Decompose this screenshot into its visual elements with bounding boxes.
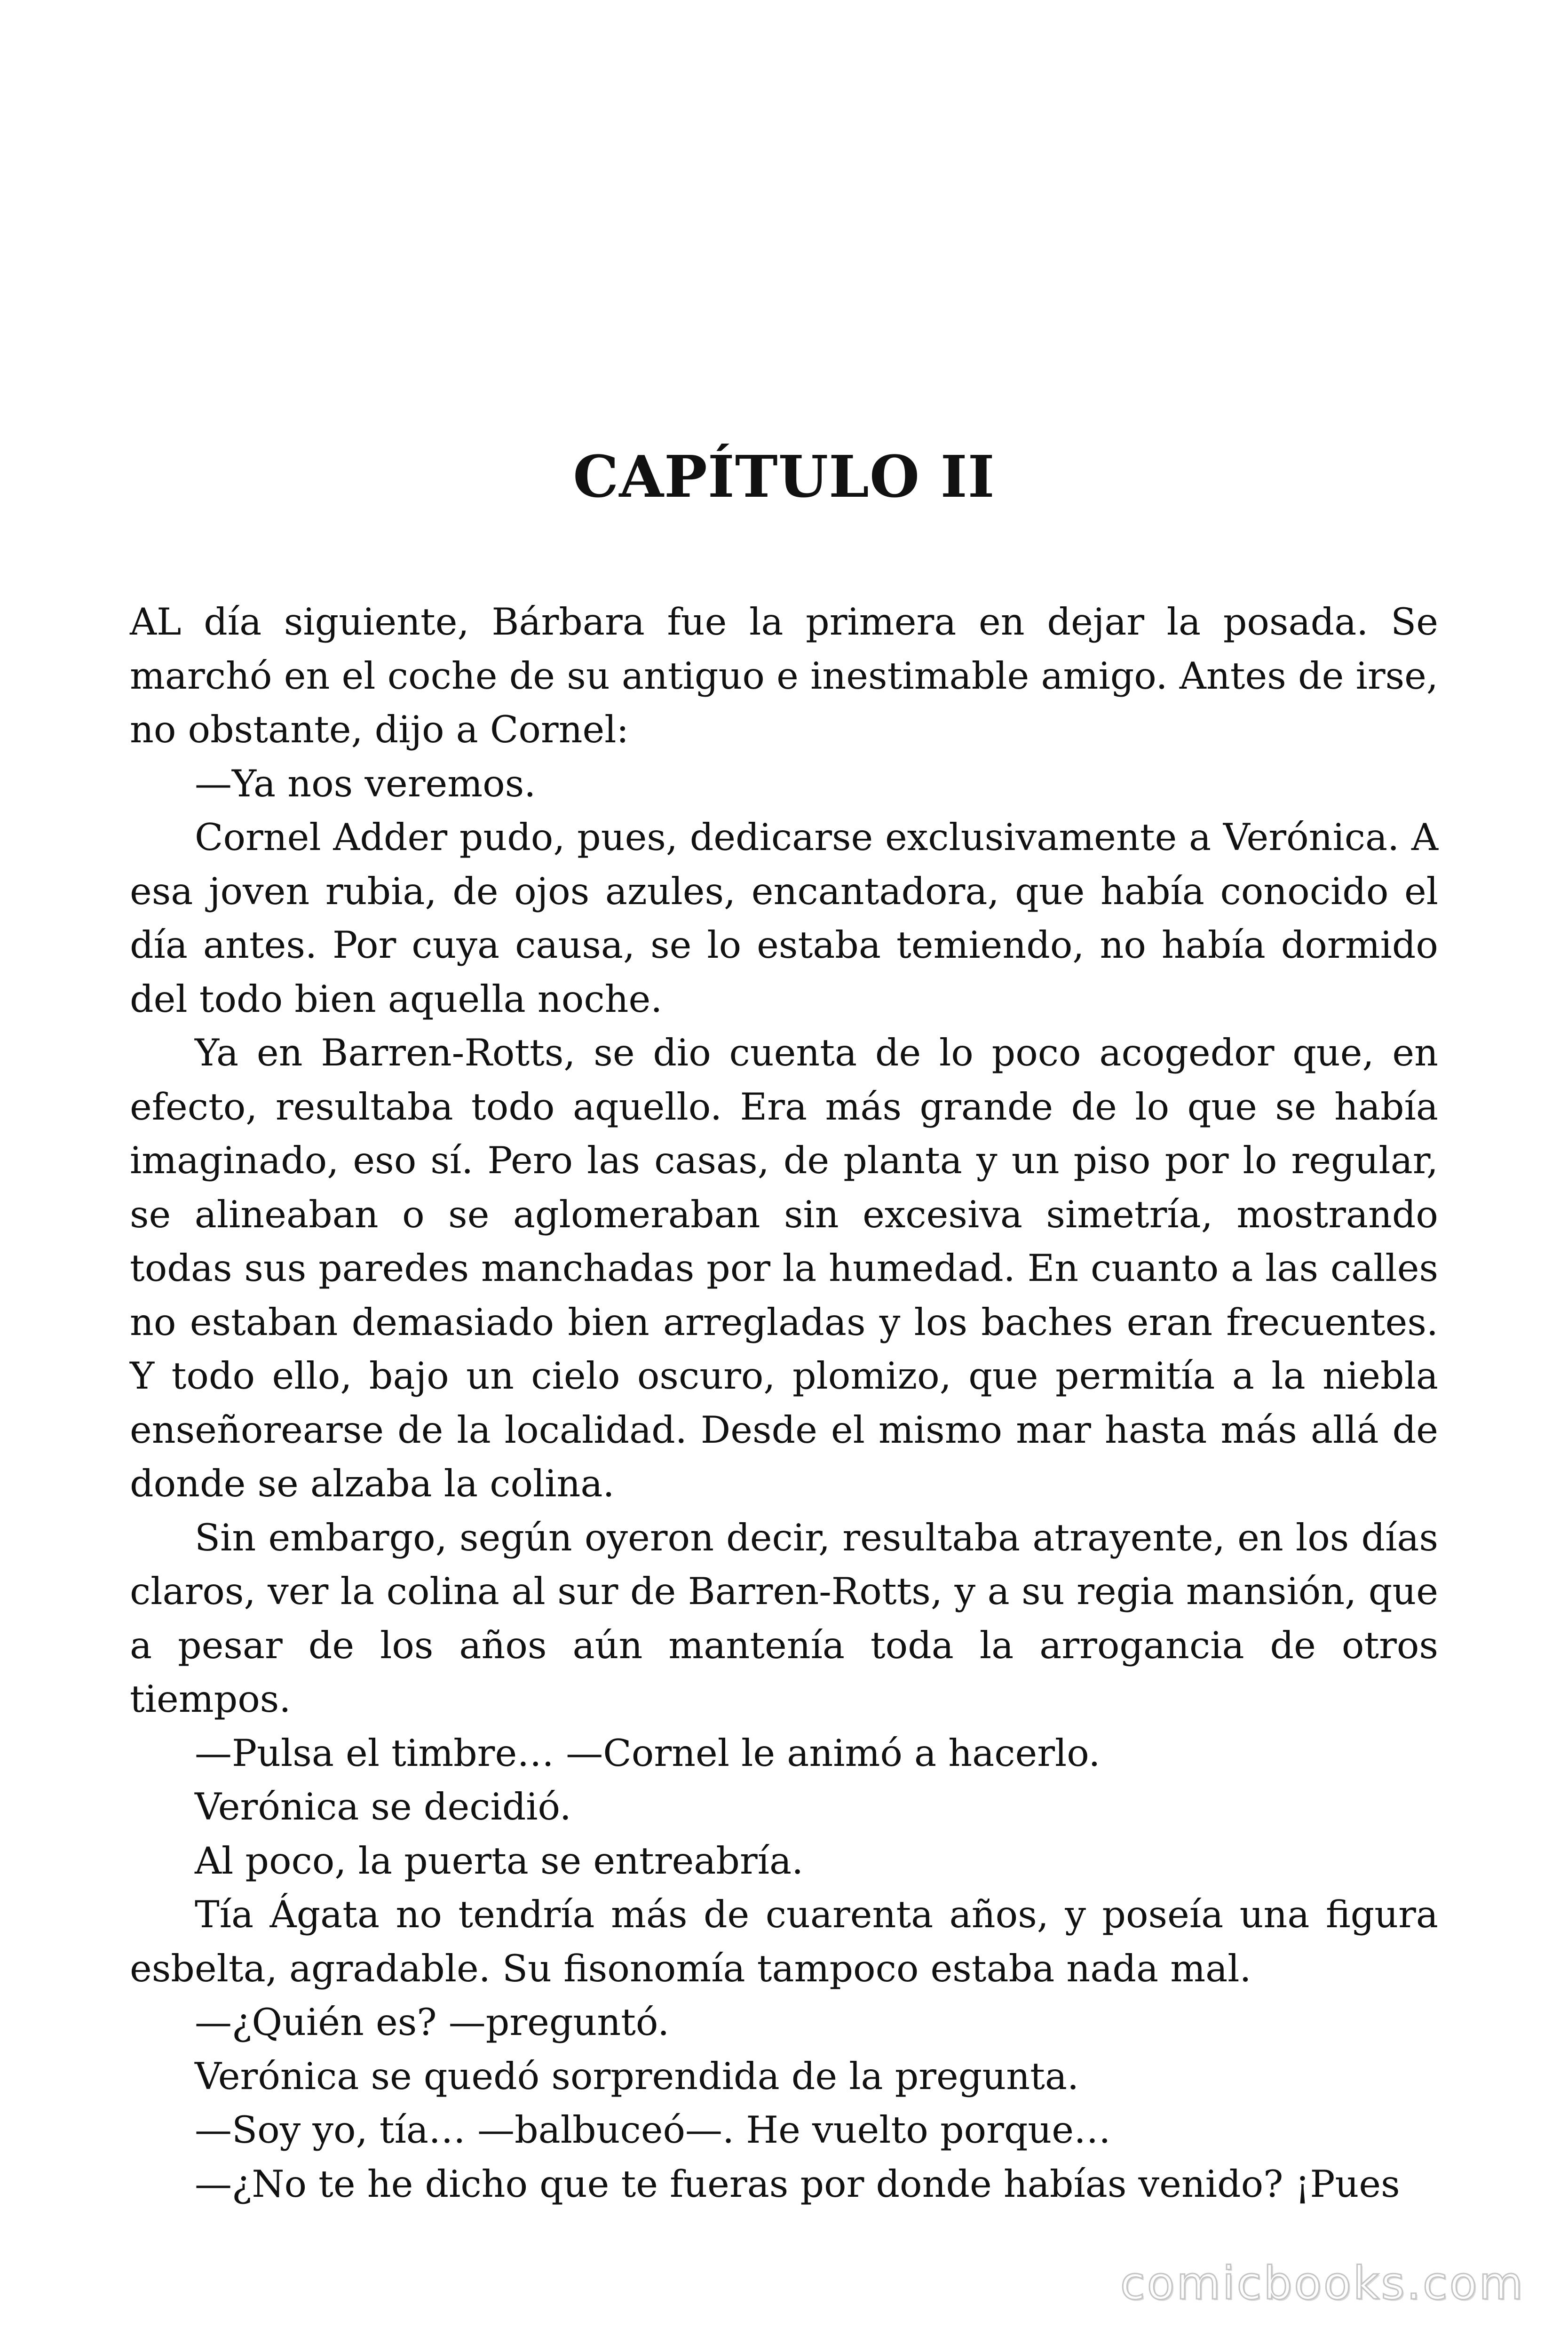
paragraph: —¿No te he dicho que te fueras por donde habías venido? ¡Pues (195, 2162, 1400, 2206)
paragraph: Al poco, la puerta se entreabría. (195, 1839, 804, 1883)
paragraph: Sin embargo, según oyeron decir, resultaba atrayente, en los días claros, ver la colina al sur de Barren-Rotts, y a su regia mansión, que a pesar de los años aún mantenía toda la arrogancia de otros tiempos. (130, 1516, 1438, 1721)
paragraph: —Soy yo, tía… —balbuceó—. He vuelto porque… (195, 2108, 1111, 2152)
paragraph: Tía Ágata no tendría más de cuarenta años, y poseía una figura esbelta, agradable. Su fisonomía tampoco estaba nada mal. (130, 1893, 1438, 1990)
paragraph: —Ya nos veremos. (195, 762, 536, 805)
paragraph: Verónica se quedó sorprendida de la pregunta. (195, 2054, 1079, 2098)
paragraph: —Pulsa el timbre… —Cornel le animó a hacerlo. (195, 1731, 1101, 1775)
paragraph: Ya en Barren-Rotts, se dio cuenta de lo poco acogedor que, en efecto, resultaba todo aquello. Era más grande de lo que se había imaginado, eso sí. Pero las casas, de planta y un piso por lo regular, se alineaban o se aglomeraban sin excesiva simetría, mostrando todas sus paredes manchadas por la humedad. En cuanto a las calles no estaban demasiado bien arregladas y los baches eran frecuentes. Y todo ello, bajo un cielo oscuro, plomizo, que permitía a la niebla enseñorearse de la localidad. Desde el mismo mar hasta más allá de donde se alzaba la colina. (130, 1031, 1438, 1505)
chapter-body (130, 595, 1438, 2211)
paragraph: —¿Quién es? —preguntó. (195, 2001, 670, 2044)
paragraph: Cornel Adder pudo, pues, dedicarse exclusivamente a Verónica. A esa joven rubia, de ojos azules, encantadora, que había conocido el día antes. Por cuya causa, se lo estaba temiendo, no había dormido del todo bien aquella noche. (130, 816, 1438, 1021)
paragraph: Verónica se decidió. (195, 1785, 571, 1828)
watermark: comicbooks.com (1120, 2257, 1525, 2310)
paragraph: AL día siguiente, Bárbara fue la primera en dejar la posada. Se marchó en el coche de su antiguo e inestimable amigo. Antes de irse, no obstante, dijo a Cornel: (130, 600, 1438, 751)
chapter-title: CAPÍTULO II (573, 443, 995, 510)
